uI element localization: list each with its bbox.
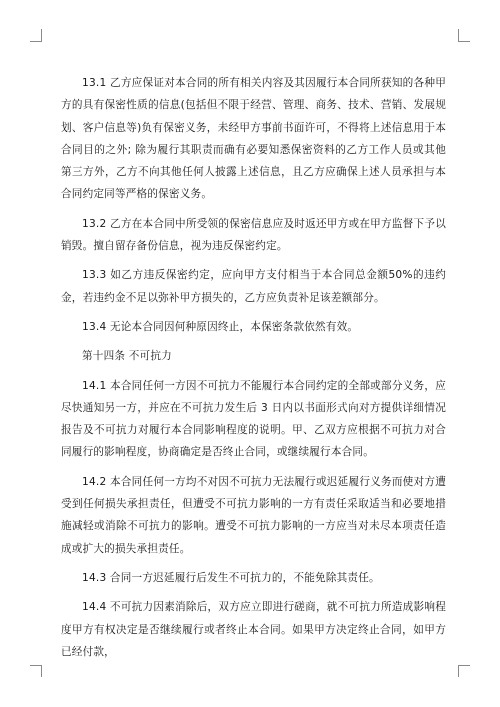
crop-mark-top-left-horizontal: [30, 41, 42, 42]
article-14-heading: 第十四条 不可抗力: [82, 350, 172, 363]
clause-14-1: 14.1 本合同任何一方因不可抗力不能履行本合同约定的全部或部分义务，应尽快通知另一方，并应在不可抗力发生后 3 日内以书面形式向对方提供详细情况报告及不可抗力对履行本合同影响程度的说明。甲、乙双方应根据不可抗力对合同履行的影响程度，协商确定是否终止合同，或继续履行本合同。: [61, 379, 446, 459]
clause-13-1: 13.1 乙方应保证对本合同的所有相关内容及其因履行本合同所获知的各种甲方的具有保密性质的信息(包括但不限于经营、管理、商务、技术、营销、发展规划、客户信息等)负有保密义务，未经甲方事前书面许可，不得将上述信息用于本合同目的之外; 除为履行其职责而确有必要知悉保密资料的乙方工作人员或其他第三方外，乙方不向其他任何人披露上述信息，且乙方应确保上述人员承担与本合同约定同等严格的保密义务。: [61, 77, 446, 201]
crop-mark-bottom-right-horizontal: [458, 665, 470, 666]
clause-13-2: 13.2 乙方在本合同中所受领的保密信息应及时返还甲方或在甲方监督下予以销毁。擅自留存备份信息，视为违反保密约定。: [61, 217, 446, 253]
crop-mark-bottom-left-vertical: [41, 665, 42, 677]
clause-14-3: 14.3 合同一方迟延履行后发生不可抗力的，不能免除其责任。: [82, 571, 380, 584]
clause-14-4: 14.4 不可抗力因素消除后，双方应立即进行磋商，就不可抗力所造成影响程度甲方有权决定是否继续履行或者终止本合同。如果甲方决定终止合同，如甲方已经付款，: [61, 601, 446, 658]
crop-mark-bottom-right-vertical: [458, 665, 459, 677]
crop-mark-top-right-vertical: [458, 29, 459, 41]
document-body: [61, 72, 446, 663]
crop-mark-top-right-horizontal: [458, 41, 470, 42]
clause-13-3: 13.3 如乙方违反保密约定，应向甲方支付相当于本合同总金额50%的违约金，若违约金不足以弥补甲方损失的，乙方应负责补足该差额部分。: [61, 269, 446, 304]
crop-mark-top-left-vertical: [41, 29, 42, 41]
clause-14-2: 14.2 本合同任何一方均不对因不可抗力无法履行或迟延履行义务而使对方遭受到任何损失承担责任，但遭受不可抗力影响的一方有责任采取适当和必要地措施减轻或消除不可抗力的影响。遭受不可抗力影响的一方应当对未尽本项责任造成或扩大的损失承担责任。: [61, 475, 446, 555]
clause-13-4: 13.4 无论本合同因何种原因终止，本保密条款依然有效。: [82, 320, 359, 333]
